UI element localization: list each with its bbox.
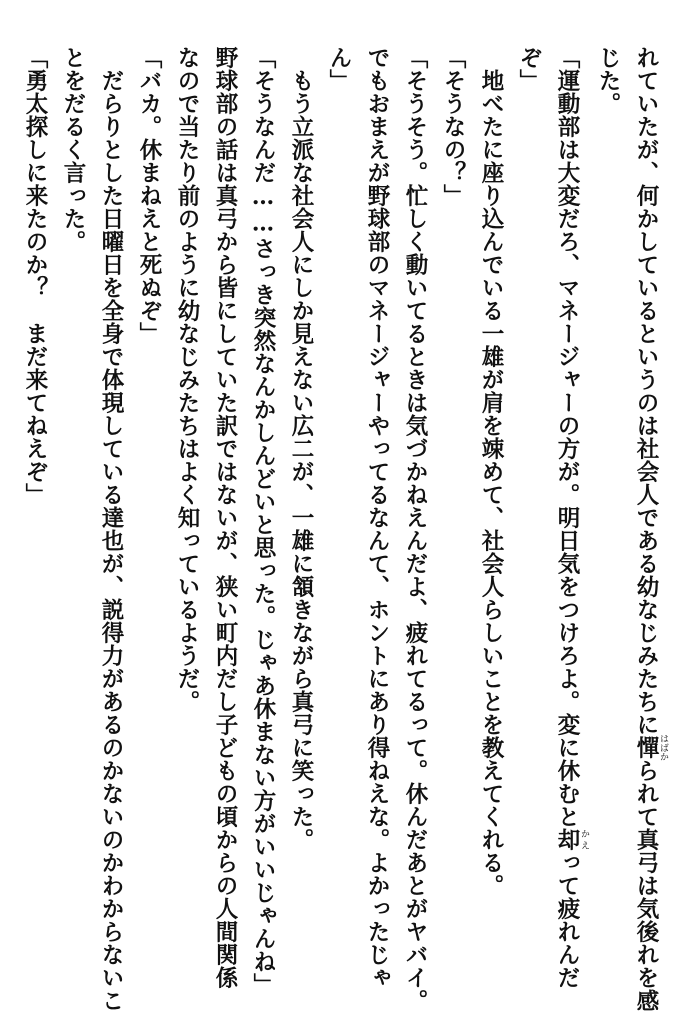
text-line bbox=[244, 46, 282, 996]
text-segment: 「そうなんだ……さっき突然なんかしんどいと思った。じゃあ休まない方がいいじゃんね」 bbox=[250, 46, 276, 996]
text-line bbox=[206, 46, 244, 989]
text-segment: だらりとした日曜日を全身で体現している達也が、説得力があるのかないのかわからないこ bbox=[98, 69, 124, 1012]
ruby-reading: かえ bbox=[579, 828, 589, 851]
text-segment: ぞ」 bbox=[516, 46, 542, 92]
text-segment: って疲れんだ bbox=[554, 851, 580, 989]
text-line bbox=[396, 46, 434, 1012]
text-line bbox=[92, 46, 130, 1012]
text-segment: 野球部の話は真弓から皆にしていた訳ではないが、狭い町内だし子どもの頃からの人間関係 bbox=[212, 46, 238, 989]
ruby-base: 却 bbox=[554, 828, 580, 851]
ruby-annotation bbox=[633, 734, 668, 761]
text-segment: れていたが、何かしているというのは社会人である幼なじみたちに bbox=[633, 46, 659, 736]
text-line bbox=[130, 46, 168, 986]
text-segment: 「勇太探しに来たのか？ まだ来てねえぞ」 bbox=[22, 46, 48, 506]
text-segment: とをだるく言った。 bbox=[60, 46, 86, 253]
ruby-annotation bbox=[554, 828, 589, 851]
text-line bbox=[589, 46, 627, 986]
text-segment: 「運動部は大変だろ、マネージャーの方が。明日気をつけろよ。変に休むと bbox=[554, 46, 580, 828]
text-segment: 「そうそう。忙しく動いてるときは気づかねえんだよ、疲れてるって。休んだあとがヤバイ。 bbox=[402, 46, 428, 1012]
text-segment: 地べたに座り込んでいる一雄が肩を竦めて、社会人らしいことを教えてくれる。 bbox=[478, 69, 504, 897]
text-line bbox=[510, 46, 548, 986]
text-segment: 「そうなの？」 bbox=[440, 46, 466, 207]
text-line bbox=[627, 46, 668, 1012]
text-segment: ん」 bbox=[326, 46, 352, 92]
text-line bbox=[16, 46, 54, 986]
text-line bbox=[472, 46, 510, 986]
text-line bbox=[54, 46, 92, 986]
text-segment: もう立派な社会人にしか見えない広二が、一雄に頷きながら真弓に笑った。 bbox=[288, 69, 314, 851]
text-segment: でもおまえが野球部のマネージャーやってるなんて、ホントにあり得ねえな。よかったじゃ bbox=[364, 46, 390, 989]
ruby-reading: はばか bbox=[658, 734, 668, 761]
text-line bbox=[282, 46, 320, 986]
text-segment: じた。 bbox=[595, 46, 621, 115]
vertical-text-body bbox=[16, 46, 668, 1012]
ruby-base: 憚 bbox=[633, 734, 659, 761]
text-line bbox=[168, 46, 206, 986]
text-line bbox=[548, 46, 589, 989]
text-segment: られて真弓は気後れを感 bbox=[633, 759, 659, 1012]
text-line bbox=[434, 46, 472, 986]
text-line bbox=[358, 46, 396, 989]
text-segment: 「バカ。休まねえと死ぬぞ」 bbox=[136, 46, 162, 345]
text-segment: なので当たり前のように幼なじみたちはよく知っているようだ。 bbox=[174, 46, 200, 713]
text-line bbox=[320, 46, 358, 986]
